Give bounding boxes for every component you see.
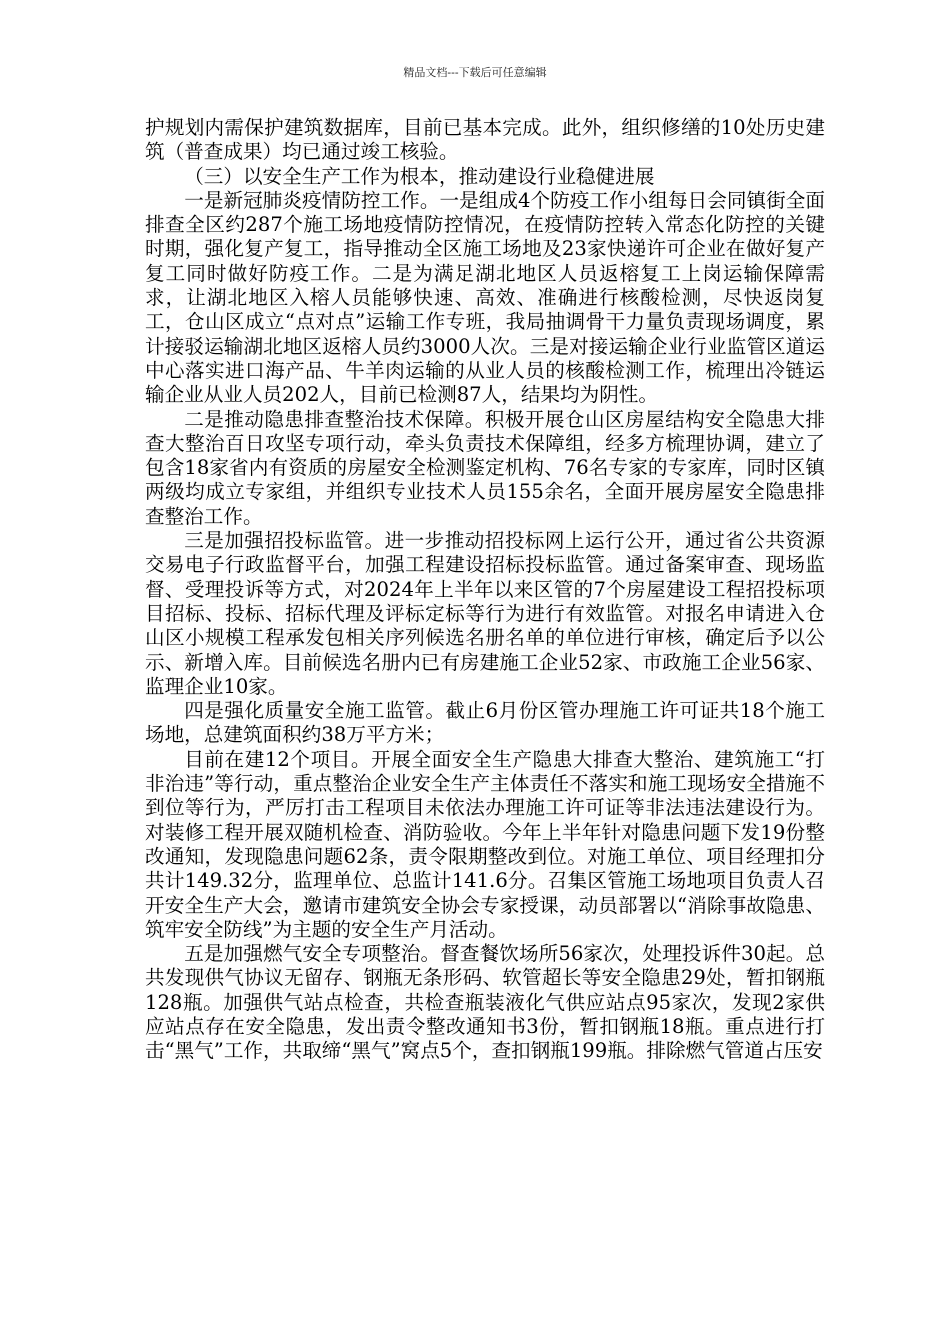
- paragraph-continuation: 护规划内需保护建筑数据库，目前已基本完成。此外，组织修缮的10处历史建筑（普查成果）均已通过竣工核验。: [145, 116, 825, 164]
- document-body: [145, 116, 825, 1064]
- paragraph-projects-under-construction: 目前在建12个项目。开展全面安全生产隐患大排查大整治、建筑施工“打非治违”等行动，重点整治企业安全生产主体责任不落实和施工现场安全措施不到位等行为，严厉打击工程项目未依法办理施工许可证等非法违法建设行为。对装修工程开展双随机检查、消防验收。今年上半年针对隐患问题下发19份整改通知，发现隐患问题62条，责令限期整改到位。对施工单位、项目经理扣分共计149.32分，监理单位、总监计141.6分。召集区管施工场地项目负责人召开安全生产大会，邀请市建筑安全协会专家授课，动员部署以“消除事故隐患、筑牢安全防线”为主题的安全生产月活动。: [145, 747, 825, 941]
- paragraph-construction-safety: 四是强化质量安全施工监管。截止6月份区管办理施工许可证共18个施工场地，总建筑面积约38万平方米；: [145, 699, 825, 747]
- paragraph-bidding-supervision: 三是加强招投标监管。进一步推动招投标网上运行公开，通过省公共资源交易电子行政监督平台，加强工程建设招标投标监管。通过备案审查、现场监督、受理投诉等方式，对2024年上半年以来区管的7个房屋建设工程招投标项目招标、投标、招标代理及评标定标等行为进行有效监管。对报名申请进入仓山区小规模工程承发包相关序列候选名册名单的单位进行审核，确定后予以公示、新增入库。目前候选名册内已有房建施工企业52家、市政施工企业56家、监理企业10家。: [145, 529, 825, 698]
- paragraph-epidemic-control: 一是新冠肺炎疫情防控工作。一是组成4个防疫工作小组每日会同镇街全面排查全区约287个施工场地疫情防控情况，在疫情防控转入常态化防控的关键时期，强化复产复工，指导推动全区施工场地及23家快递许可企业在做好复产复工同时做好防疫工作。二是为满足湖北地区人员返榕复工上岗运输保障需求，让湖北地区入榕人员能够快速、高效、准确进行核酸检测，尽快返岗复工，仓山区成立“点对点”运输工作专班，我局抽调骨干力量负责现场调度，累计接驳运输湖北地区返榕人员约3000人次。三是对接运输企业行业监管区道运中心落实进口海产品、牛羊肉运输的从业人员的核酸检测工作，梳理出冷链运输企业从业人员202人，目前已检测87人，结果均为阴性。: [145, 188, 825, 407]
- paragraph-hazard-inspection: 二是推动隐患排查整治技术保障。积极开展仓山区房屋结构安全隐患大排查大整治百日攻坚专项行动，牵头负责技术保障组，经多方梳理协调，建立了包含18家省内有资质的房屋安全检测鉴定机构、76名专家的专家库，同时区镇两级均成立专家组，并组织专业技术人员155余名，全面开展房屋安全隐患排查整治工作。: [145, 407, 825, 528]
- paragraph-gas-safety: 五是加强燃气安全专项整治。督查餐饮场所56家次，处理投诉件30起。总共发现供气协议无留存、钢瓶无条形码、软管超长等安全隐患29处，暂扣钢瓶128瓶。加强供气站点检查，共检查瓶装液化气供应站点95家次，发现2家供应站点存在安全隐患，发出责令整改通知书3份，暂扣钢瓶18瓶。重点进行打击“黑气”工作，共取缔“黑气”窝点5个，查扣钢瓶199瓶。排除燃气管道占压安: [145, 942, 825, 1063]
- section-heading: （三）以安全生产工作为根本，推动建设行业稳健进展: [184, 164, 655, 188]
- page-header: 精品文档---下载后可任意编辑: [403, 66, 547, 79]
